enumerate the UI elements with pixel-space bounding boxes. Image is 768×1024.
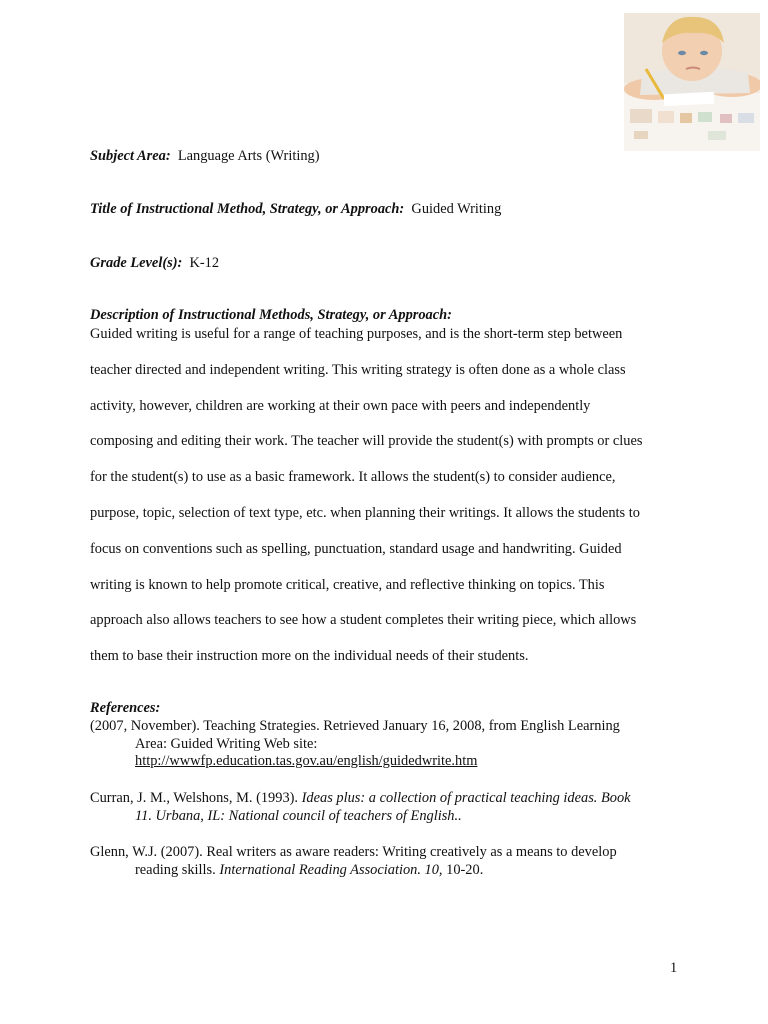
grade-level-line <box>90 255 219 272</box>
reference-3-journal: International Reading Association. 10, <box>219 861 443 878</box>
description-line: composing and editing their work. The teacher will provide the student(s) with prompts or clues <box>90 433 643 450</box>
subject-area-line <box>90 148 320 165</box>
description-line: them to base their instruction more on the individual needs of their students. <box>90 648 529 665</box>
reference-2 <box>90 790 690 825</box>
references-heading: References: <box>90 700 161 716</box>
title-method-value: Guided Writing <box>411 201 502 217</box>
description-line: Guided writing is useful for a range of teaching purposes, and is the short-term step between <box>90 326 623 342</box>
reference-3-line-2-pre: reading skills. <box>135 861 220 878</box>
description-line: focus on conventions such as spelling, punctuation, standard usage and handwriting. Guided <box>90 540 622 557</box>
description-line: writing is known to help promote critical, creative, and reflective thinking on topics. This <box>90 576 605 593</box>
description-line: purpose, topic, selection of text type, etc. when planning their writings. It allows the students to <box>90 504 640 521</box>
grade-level-label: Grade Level(s): <box>90 255 183 271</box>
description-heading: Description of Instructional Methods, Strategy, or Approach: <box>90 307 452 323</box>
description-line: activity, however, children are working at their own pace with peers and independently <box>90 397 591 414</box>
page-number: 1 <box>670 960 678 976</box>
subject-area-label: Subject Area: <box>90 148 171 164</box>
description-paragraph <box>90 324 690 682</box>
reference-1-line-2: Area: Guided Writing Web site: <box>135 735 318 752</box>
description-line: teacher directed and independent writing. This writing strategy is often done as a whole class <box>90 361 626 378</box>
title-method-line <box>90 201 501 218</box>
subject-area-value: Language Arts (Writing) <box>177 148 320 164</box>
reference-3-line-1: Glenn, W.J. (2007). Real writers as aware readers: Writing creatively as a means to develop <box>90 844 617 860</box>
reference-2-title: Ideas plus: a collection of practical teaching ideas. Book <box>301 790 631 806</box>
reference-2-authors: Curran, J. M., Welshons, M. (1993). <box>90 790 302 806</box>
title-method-label: Title of Instructional Method, Strategy, or Approach: <box>90 201 405 217</box>
description-line: approach also allows teachers to see how a student completes their writing piece, which allows <box>90 612 637 629</box>
reference-3-pages: 10-20. <box>442 861 484 878</box>
reference-2-title-cont: 11. Urbana, IL: National council of teachers of English.. <box>135 807 462 824</box>
reference-1-link[interactable]: http://wwwfp.education.tas.gov.au/english/guidedwrite.htm <box>135 753 478 770</box>
reference-3 <box>90 844 690 879</box>
reference-1 <box>90 718 690 771</box>
grade-level-value: K-12 <box>189 255 220 271</box>
description-line: for the student(s) to use as a basic framework. It allows the student(s) to consider audience, <box>90 469 616 486</box>
reference-1-line-1: (2007, November). Teaching Strategies. Retrieved January 16, 2008, from English Learning <box>90 718 620 734</box>
child-writing-photo <box>624 13 760 151</box>
